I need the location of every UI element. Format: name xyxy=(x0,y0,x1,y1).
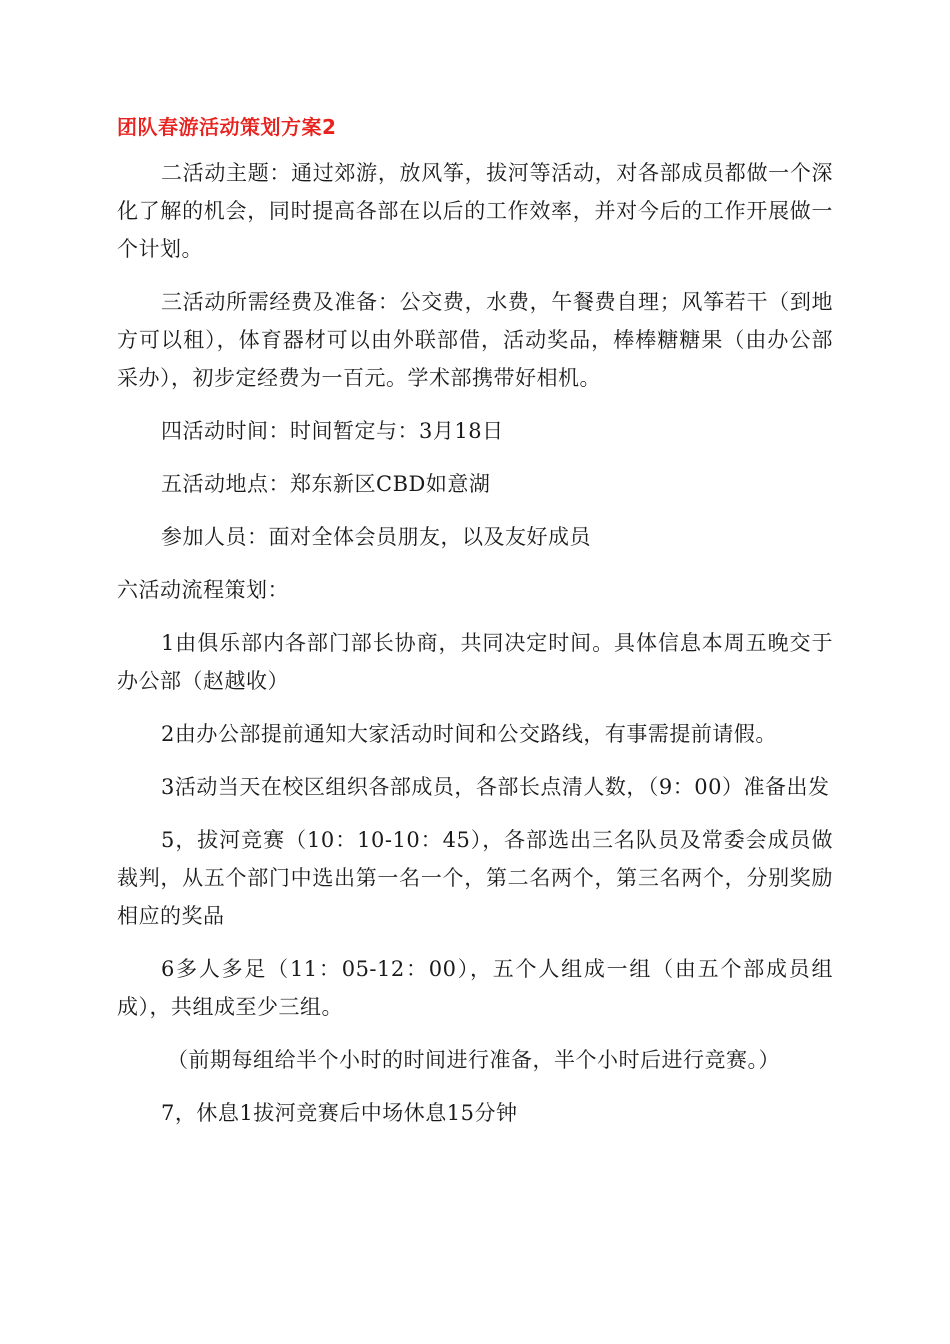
paragraph-flow-heading: 六活动流程策划： xyxy=(117,578,289,602)
paragraph-step-3: 3活动当天在校区组织各部成员，各部长点清人数，（9：00）准备出发 xyxy=(161,775,830,799)
document-page xyxy=(117,112,833,1147)
paragraph-participants: 参加人员：面对全体会员朋友，以及友好成员 xyxy=(161,525,591,549)
paragraph-theme: 二活动主题：通过郊游，放风筝，拔河等活动，对各部成员都做一个深化了解的机会，同时提高各部在以后的工作效率，并对今后的工作开展做一个计划。 xyxy=(117,161,833,261)
paragraph-step-2: 2由办公部提前通知大家活动时间和公交路线，有事需提前请假。 xyxy=(161,722,777,746)
paragraph-time: 四活动时间：时间暂定与：3月18日 xyxy=(161,419,504,443)
paragraph-budget: 三活动所需经费及准备：公交费，水费，午餐费自理；风筝若干（到地方可以租），体育器材可以由外联部借，活动奖品，棒棒糖糖果（由办公部采办），初步定经费为一百元。学术部携带好相机。 xyxy=(117,290,833,390)
paragraph-step-5: 5，拔河竞赛（10：10-10：45），各部选出三名队员及常委会成员做裁判，从五个部门中选出第一名一个，第二名两个，第三名两个，分别奖励相应的奖品 xyxy=(117,828,833,928)
paragraph-location: 五活动地点：郑东新区CBD如意湖 xyxy=(161,472,491,496)
paragraph-note: （前期每组给半个小时的时间进行准备，半个小时后进行竞赛。） xyxy=(167,1048,780,1072)
paragraph-step-7: 7，休息1拔河竞赛后中场休息15分钟 xyxy=(161,1101,518,1125)
document-title: 团队春游活动策划方案2 xyxy=(117,115,337,139)
paragraph-step-1: 1由俱乐部内各部门部长协商，共同决定时间。具体信息本周五晚交于办公部（赵越收） xyxy=(117,631,833,693)
paragraph-step-6: 6多人多足（11：05-12：00），五个人组成一组（由五个部成员组成），共组成至少三组。 xyxy=(117,957,833,1019)
